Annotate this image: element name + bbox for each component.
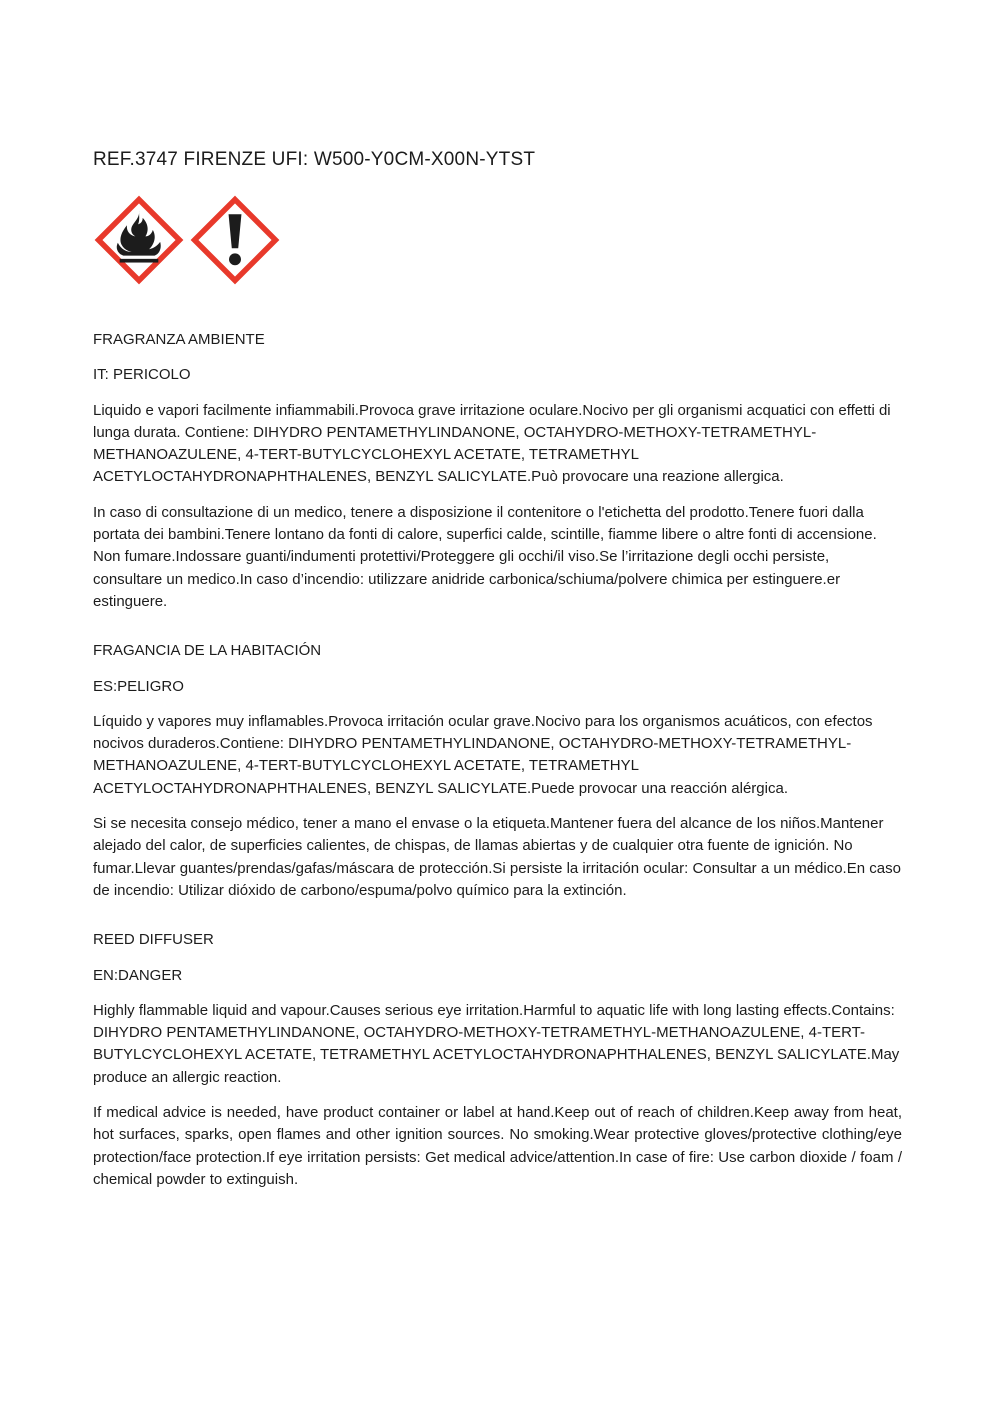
hazard-statements-en: Highly flammable liquid and vapour.Causes serious eye irritation.Harmful to aquatic life with long lasting effects.Contains: DIHYDRO PENTAMETHYLINDANONE, OCTAHYDRO-METHOXY-TETRAMETHYL-METHANOAZULENE, 4-TERT-BUTYLCYCLOHEXYL ACETATE, TETRAMETHYL ACETYLOCTAHYDRONAPHTHALENES, BENZYL SALICYLATE.May produce an allergic reaction.: [93, 1001, 900, 1086]
irritant-pictogram: [189, 194, 281, 286]
hazard-statements-es: Líquido y vapores muy inflamables.Provoca irritación ocular grave.Nocivo para los organismos acuáticos, con efectos nocivos duraderos.Contiene: DIHYDRO PENTAMETHYLINDANONE, OCTAHYDRO-METHOXY-TETRAMETHYL-METHANOAZULENE, 4-TERT-BUTYLCYCLOHEXYL ACETATE, TETRAMETHYL ACETYLOCTAHYDRONAPHTHALENES, BENZYL SALICYLATE.Puede provocar una reacción alérgica.: [93, 712, 873, 797]
signal-word-es: ES:PELIGRO: [93, 677, 184, 695]
page-title: REF.3747 FIRENZE UFI: W500-Y0CM-X00N-YTST: [93, 149, 536, 170]
signal-word-it: IT: PERICOLO: [93, 366, 191, 384]
flame-baseline-bar: [120, 259, 159, 263]
section-english: [93, 929, 902, 1191]
product-name-es: FRAGANCIA DE LA HABITACIÓN: [93, 642, 322, 660]
flammable-pictogram: [93, 194, 185, 286]
signal-word-en: EN:DANGER: [93, 966, 183, 984]
section-italian: [93, 329, 902, 613]
hazard-statements-it: Liquido e vapori facilmente infiammabili.Provoca grave irritazione oculare.Nocivo per gli organismi acquatici con effetti di lunga durata. Contiene: DIHYDRO PENTAMETHYLINDANONE, OCTAHYDRO-METHOXY-TETRAMETHYL-METHANOAZULENE, 4-TERT-BUTYLCYCLOHEXYL ACETATE, TETRAMETHYL ACETYLOCTAHYDRONAPHTHALENES, BENZYL SALICYLATE.Può provocare una reazione allergica.: [93, 401, 891, 486]
precautionary-statements-es: Si se necesita consejo médico, tener a mano el envase o la etiqueta.Mantener fuera del alcance de los niños.Mantener alejado del calor, de superficies calientes, de chispas, de llamas abiertas y de cualquier otra fuente de ignición. No fumar.Llevar guantes/prendas/gafas/máscara de protección.Si persiste la irritación ocular: Consultar a un médico.En caso de incendio: Utilizar dióxido de carbono/espuma/polvo químico para la extinción.: [93, 815, 901, 899]
precautionary-statements-it: In caso di consultazione di un medico, tenere a disposizione il contenitore o l'etichetta del prodotto.Tenere fuori dalla portata dei bambini.Tenere lontano da fonti di calore, superfici calde, scintille, fiamme libere o altre fonti di accensione. Non fumare.Indossare guanti/indumenti protettivi/Proteggere gli occhi/il viso.Se l’irritazione degli occhi persiste, consultare un medico.In caso d’incendio: utilizzare anidride carbonica/schiuma/polvere chimica per estinguere.er estinguere.: [93, 503, 877, 610]
hazard-pictograms-row: [93, 194, 902, 286]
product-name-it: FRAGRANZA AMBIENTE: [93, 331, 265, 348]
exclamation-dot: [229, 253, 241, 265]
section-spanish: [93, 640, 902, 902]
precautionary-statements-en: If medical advice is needed, have product container or label at hand.Keep out of reach of children.Keep away from heat, hot surfaces, sparks, open flames and other ignition sources. No smoking.Wear protective gloves/protective clothing/eye protection/face protection.If eye irritation persists: Get medical advice/attention.In case of fire: Use carbon dioxide / foam / chemical powder to extinguish.: [93, 1104, 902, 1188]
product-name-en: REED DIFFUSER: [93, 931, 214, 949]
